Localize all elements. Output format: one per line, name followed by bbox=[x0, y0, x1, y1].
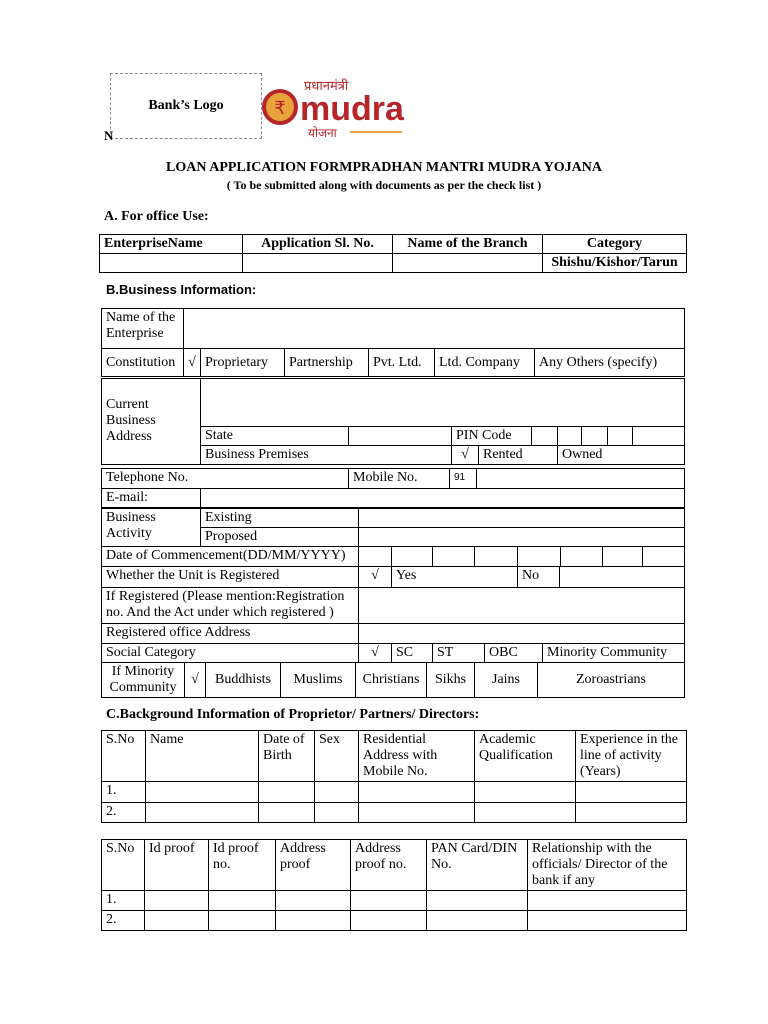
social-minority[interactable]: Minority Community bbox=[543, 644, 685, 663]
table-row bbox=[102, 803, 687, 823]
address-input[interactable] bbox=[201, 379, 685, 427]
check-icon: √ bbox=[185, 663, 206, 698]
cell[interactable] bbox=[528, 891, 687, 911]
col-id-proof: Id proof bbox=[145, 840, 209, 891]
mudra-logo-top: प्रधानमंत्री bbox=[304, 79, 349, 94]
stray-letter: N bbox=[104, 128, 114, 143]
mudra-logo-bottom: योजना bbox=[308, 126, 337, 140]
pin-box-4[interactable] bbox=[608, 427, 633, 446]
pin-box-2[interactable] bbox=[558, 427, 582, 446]
col-qualification: Academic Qualification bbox=[475, 731, 576, 782]
col-sno: S.No bbox=[102, 731, 146, 782]
option-ltd-company[interactable]: Ltd. Company bbox=[435, 349, 535, 377]
pin-label: PIN Code bbox=[452, 427, 532, 446]
cell[interactable] bbox=[359, 803, 475, 823]
enterprise-name-input[interactable] bbox=[184, 309, 685, 349]
registration-table bbox=[101, 546, 685, 567]
mobile-input[interactable] bbox=[477, 469, 685, 489]
social-table bbox=[101, 643, 685, 663]
premises-owned[interactable]: Owned bbox=[558, 446, 685, 465]
col-id-proof-no: Id proof no. bbox=[209, 840, 276, 891]
cell[interactable] bbox=[145, 891, 209, 911]
reg-office-label: Registered office Address bbox=[102, 624, 359, 644]
minority-table bbox=[101, 662, 685, 698]
option-partnership[interactable]: Partnership bbox=[285, 349, 369, 377]
svg-text:₹: ₹ bbox=[274, 98, 286, 119]
branch-name-field[interactable] bbox=[393, 254, 543, 273]
registered-label: Whether the Unit is Registered bbox=[102, 567, 359, 588]
business-table-top bbox=[101, 308, 685, 377]
col-category: Category bbox=[543, 235, 687, 254]
cell[interactable] bbox=[315, 803, 359, 823]
date-box-5[interactable] bbox=[518, 547, 561, 567]
col-address-proof-no: Address proof no. bbox=[351, 840, 427, 891]
address-table bbox=[101, 378, 685, 465]
date-box-8[interactable] bbox=[643, 547, 685, 567]
check-icon: √ bbox=[184, 349, 201, 377]
activity-proposed[interactable]: Proposed bbox=[201, 528, 359, 547]
col-address: Residential Address with Mobile No. bbox=[359, 731, 475, 782]
cell[interactable] bbox=[276, 911, 351, 931]
pin-box-1[interactable] bbox=[532, 427, 558, 446]
pin-box-5[interactable] bbox=[633, 427, 685, 446]
enterprise-name-field[interactable] bbox=[100, 254, 243, 273]
social-st[interactable]: ST bbox=[433, 644, 485, 663]
bank-logo-text: Bank’s Logo bbox=[148, 98, 224, 113]
col-experience: Experience in the line of activity (Years) bbox=[576, 731, 687, 782]
bank-logo-placeholder bbox=[110, 73, 262, 139]
date-box-6[interactable] bbox=[561, 547, 603, 567]
mobile-prefix: 91 bbox=[450, 469, 477, 489]
table-row bbox=[102, 911, 687, 931]
cell[interactable] bbox=[351, 891, 427, 911]
application-no-field[interactable] bbox=[243, 254, 393, 273]
registered-table bbox=[101, 566, 685, 644]
registered-no[interactable]: No bbox=[518, 567, 560, 588]
if-registered-label: If Registered (Please mention:Registration no. And the Act under which registered ) bbox=[102, 588, 359, 624]
activity-proposed-input[interactable] bbox=[359, 528, 685, 547]
row-number: 1. bbox=[102, 891, 145, 911]
category-value[interactable]: Shishu/Kishor/Tarun bbox=[543, 254, 687, 273]
cell[interactable] bbox=[359, 782, 475, 803]
cell[interactable] bbox=[427, 891, 528, 911]
date-box-3[interactable] bbox=[433, 547, 475, 567]
cell[interactable] bbox=[475, 782, 576, 803]
col-sex: Sex bbox=[315, 731, 359, 782]
registered-yes[interactable]: Yes bbox=[392, 567, 518, 588]
col-address-proof: Address proof bbox=[276, 840, 351, 891]
date-box-7[interactable] bbox=[603, 547, 643, 567]
social-obc[interactable]: OBC bbox=[485, 644, 543, 663]
premises-rented[interactable]: Rented bbox=[479, 446, 558, 465]
constitution-label: Constitution bbox=[102, 349, 184, 377]
social-sc[interactable]: SC bbox=[392, 644, 433, 663]
activity-table bbox=[101, 508, 685, 547]
row-number: 2. bbox=[102, 911, 145, 931]
check-icon: √ bbox=[452, 446, 479, 465]
check-icon: √ bbox=[359, 644, 392, 663]
premises-label: Business Premises bbox=[201, 446, 452, 465]
cell[interactable] bbox=[209, 911, 276, 931]
col-relationship: Relationship with the officials/ Director of the bank if any bbox=[528, 840, 687, 891]
option-any-others[interactable]: Any Others (specify) bbox=[535, 349, 685, 377]
minority-sikhs[interactable]: Sikhs bbox=[427, 663, 475, 698]
state-input[interactable] bbox=[349, 427, 452, 446]
cell[interactable] bbox=[259, 803, 315, 823]
mudra-logo-brand: mudra bbox=[300, 90, 404, 128]
reg-office-input[interactable] bbox=[359, 624, 685, 644]
form-title: LOAN APPLICATION FORMPRADHAN MANTRI MUDRA YOJANA bbox=[166, 160, 602, 175]
col-application-no: Application Sl. No. bbox=[243, 235, 393, 254]
cell[interactable] bbox=[351, 911, 427, 931]
row-number: 2. bbox=[102, 803, 146, 823]
minority-label: If Minority Community bbox=[102, 663, 185, 698]
cell[interactable] bbox=[145, 911, 209, 931]
cell[interactable] bbox=[528, 911, 687, 931]
state-label: State bbox=[201, 427, 349, 446]
mobile-label: Mobile No. bbox=[349, 469, 450, 489]
commencement-label: Date of Commencement(DD/MM/YYYY) bbox=[102, 547, 359, 567]
form-subtitle: ( To be submitted along with documents as per the check list ) bbox=[226, 178, 542, 192]
col-pan: PAN Card/DIN No. bbox=[427, 840, 528, 891]
cell[interactable] bbox=[475, 803, 576, 823]
enterprise-name-label: Name of the Enterprise bbox=[102, 309, 184, 349]
option-proprietary[interactable]: Proprietary bbox=[201, 349, 285, 377]
cell[interactable] bbox=[146, 782, 259, 803]
telephone-label: Telephone No. bbox=[102, 469, 349, 489]
minority-christians[interactable]: Christians bbox=[356, 663, 427, 698]
registered-no-input[interactable] bbox=[560, 567, 685, 588]
date-box-1[interactable] bbox=[359, 547, 392, 567]
activity-label: Business Activity bbox=[102, 509, 201, 547]
date-box-4[interactable] bbox=[475, 547, 518, 567]
col-dob: Date of Birth bbox=[259, 731, 315, 782]
contact-table bbox=[101, 468, 685, 508]
cell[interactable] bbox=[259, 782, 315, 803]
cell[interactable] bbox=[146, 803, 259, 823]
section-a-heading: A. For office Use: bbox=[104, 209, 209, 224]
background-table-2 bbox=[101, 839, 687, 931]
pin-box-3[interactable] bbox=[582, 427, 608, 446]
activity-existing[interactable]: Existing bbox=[201, 509, 359, 528]
check-icon: √ bbox=[359, 567, 392, 588]
cell[interactable] bbox=[576, 782, 687, 803]
col-sno: S.No bbox=[102, 840, 145, 891]
cell[interactable] bbox=[315, 782, 359, 803]
section-c-heading: C.Background Information of Proprietor/ Partners/ Directors: bbox=[106, 707, 480, 722]
address-label: Current Business Address bbox=[102, 379, 201, 465]
social-label: Social Category bbox=[102, 644, 359, 663]
background-table-1 bbox=[101, 730, 687, 823]
date-box-2[interactable] bbox=[392, 547, 433, 567]
col-name: Name bbox=[146, 731, 259, 782]
table-row bbox=[102, 891, 687, 911]
email-label: E-mail: bbox=[102, 489, 201, 508]
cell[interactable] bbox=[209, 891, 276, 911]
minority-jains[interactable]: Jains bbox=[475, 663, 538, 698]
registration-details-input[interactable] bbox=[359, 588, 685, 624]
office-use-table bbox=[99, 234, 687, 273]
col-enterprise-name: EnterpriseName bbox=[100, 235, 243, 254]
cell[interactable] bbox=[427, 911, 528, 931]
cell[interactable] bbox=[576, 803, 687, 823]
table-row bbox=[102, 782, 687, 803]
minority-zoroastrians[interactable]: Zoroastrians bbox=[538, 663, 685, 698]
section-b-heading: B.Business Information: bbox=[106, 282, 257, 297]
minority-buddhists[interactable]: Buddhists bbox=[206, 663, 281, 698]
minority-muslims[interactable]: Muslims bbox=[281, 663, 356, 698]
row-number: 1. bbox=[102, 782, 146, 803]
option-pvt-ltd[interactable]: Pvt. Ltd. bbox=[369, 349, 435, 377]
col-branch-name: Name of the Branch bbox=[393, 235, 543, 254]
activity-existing-input[interactable] bbox=[359, 509, 685, 528]
cell[interactable] bbox=[276, 891, 351, 911]
mudra-logo bbox=[262, 74, 412, 140]
email-input[interactable] bbox=[201, 489, 685, 508]
